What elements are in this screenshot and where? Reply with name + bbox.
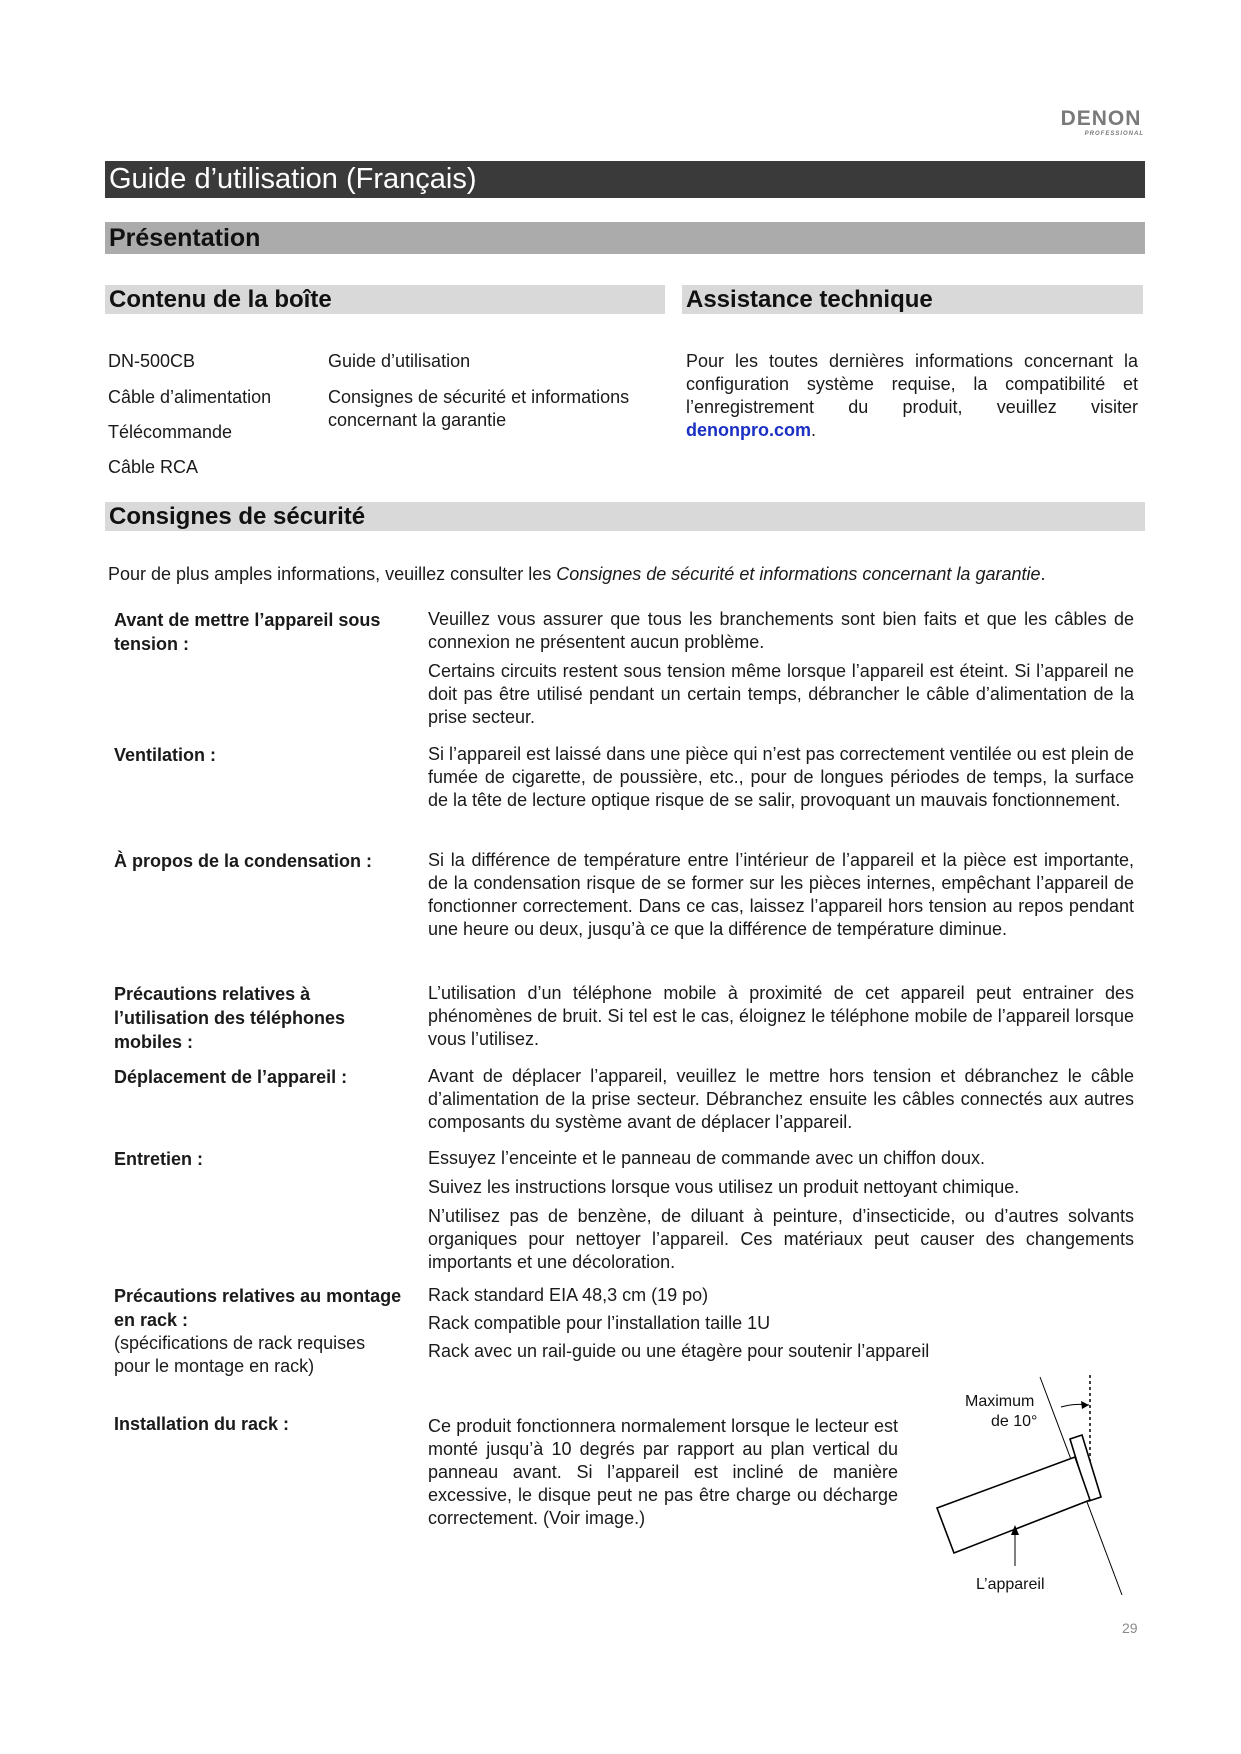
support-heading: Assistance technique	[682, 285, 1143, 314]
safety-paragraph: Rack standard EIA 48,3 cm (19 po)	[428, 1285, 709, 1305]
safety-paragraph: N’utilisez pas de benzène, de diluant à peinture, d’insecticide, ou d’autres solvants organiques pour nettoyer l’appareil. Ces matériaux peut causer des changements importants et une décoloration.	[428, 1206, 1134, 1272]
safety-intro-suffix: .	[1040, 564, 1046, 584]
support-period: .	[811, 420, 817, 440]
box-item: DN-500CB	[108, 351, 196, 371]
safety-label-rack-install: Installation du rack :	[114, 1414, 290, 1434]
safety-intro-italic: Consignes de sécurité et informations concernant la garantie	[556, 564, 1041, 584]
box-item: Télécommande	[108, 422, 233, 442]
max-label-2: de 10°	[991, 1413, 1038, 1430]
box-item: Guide d’utilisation	[328, 351, 471, 371]
safety-label-power: Avant de mettre l’appareil sous tension :	[114, 610, 381, 654]
safety-desc-rack-install	[428, 1415, 898, 1536]
safety-paragraph: Si l’appareil est laissé dans une pièce qui n’est pas correctement ventilée ou est plein de fumée de cigarette, de poussière, etc., pour de longues périodes de temps, la surface de la tête de lecture optique risque de se salir, provoquant un mauvais fonctionnement.	[428, 744, 1134, 810]
unit-label: L’appareil	[976, 1576, 1045, 1593]
section-heading-presentation: Présentation	[105, 222, 1145, 254]
denon-logo	[1058, 108, 1144, 138]
max-label-1: Maximum	[965, 1393, 1035, 1410]
rack-precautions-title: Précautions relatives au montage en rack :	[114, 1286, 402, 1330]
safety-label-condensation: À propos de la condensation :	[114, 851, 373, 871]
support-body: Pour les toutes dernières informations concernant la configuration système requise, la compatibilité et l’enregistrement du produit, veuillez visiter	[686, 351, 1138, 417]
safety-label-mobile: Précautions relatives à l’utilisation des téléphones mobiles :	[114, 984, 346, 1052]
safety-label-maintenance: Entretien :	[114, 1149, 204, 1169]
safety-paragraph: Certains circuits restent sous tension même lorsque l’appareil est éteint. Si l’appareil ne doit pas être utilisé pendant un certain temps, débrancher le câble d’alimentation de la prise secteur.	[428, 661, 1134, 727]
safety-desc-power	[428, 608, 1134, 735]
brand-name: DENON	[1060, 107, 1142, 130]
safety-desc-condensation	[428, 849, 1134, 947]
safety-paragraph: L’utilisation d’un téléphone mobile à proximité de cet appareil peut entrainer des phénomènes de bruit. Si tel est le cas, éloignez le téléphone mobile de l’appareil lorsque vous l’utilisez.	[428, 983, 1134, 1049]
box-contents-heading: Contenu de la boîte	[105, 285, 665, 314]
page-number: 29	[1122, 1620, 1138, 1636]
safety-paragraph: Rack compatible pour l’installation taille 1U	[428, 1313, 771, 1333]
arrow-head-icon	[1081, 1401, 1089, 1409]
box-item: Câble RCA	[108, 457, 199, 477]
safety-desc-rack-precautions	[428, 1284, 1134, 1369]
safety-paragraph: Avant de déplacer l’appareil, veuillez le mettre hors tension et débranchez le câble d’alimentation de la prise secteur. Débranchez ensuite les câbles connectés aux autres composants du système avant de déplacer l’appareil.	[428, 1066, 1134, 1132]
safety-desc-maintenance	[428, 1147, 1134, 1280]
page-title: Guide d’utilisation (Français)	[105, 161, 1145, 198]
safety-label-rack-precautions	[114, 1284, 404, 1378]
safety-desc-ventilation	[428, 743, 1134, 818]
safety-intro-prefix: Pour de plus amples informations, veuillez consulter les	[108, 564, 557, 584]
support-link[interactable]: denonpro.com	[686, 420, 811, 440]
safety-label-ventilation: Ventilation :	[114, 745, 217, 765]
safety-desc-moving	[428, 1065, 1134, 1140]
support-text	[686, 350, 1138, 442]
safety-intro	[108, 563, 1148, 586]
safety-paragraph: Rack avec un rail-guide ou une étagère pour soutenir l’appareil	[428, 1341, 930, 1361]
safety-paragraph: Ce produit fonctionnera normalement lorsque le lecteur est monté jusqu’à 10 degrés par rapport au plan vertical du panneau avant. Si l’appareil est incliné de manière excessive, le disque peut ne pas être charge ou décharge correctement. (Voir image.)	[428, 1416, 898, 1528]
safety-heading: Consignes de sécurité	[105, 502, 1145, 531]
brand-sub: PROFESSIONAL	[1084, 131, 1144, 137]
rack-precautions-sublabel: (spécifications de rack requises pour le montage en rack)	[114, 1333, 366, 1376]
safety-label-moving: Déplacement de l’appareil :	[114, 1067, 348, 1087]
rack-tilt-diagram	[925, 1375, 1150, 1605]
device-body	[937, 1457, 1090, 1553]
safety-paragraph: Essuyez l’enceinte et le panneau de commande avec un chiffon doux.	[428, 1148, 986, 1168]
safety-desc-mobile	[428, 982, 1134, 1057]
safety-paragraph: Veuillez vous assurer que tous les branchements sont bien faits et que les câbles de connexion ne présentent aucun problème.	[428, 609, 1134, 652]
safety-paragraph: Suivez les instructions lorsque vous utilisez un produit nettoyant chimique.	[428, 1177, 1020, 1197]
safety-paragraph: Si la différence de température entre l’intérieur de l’appareil et la pièce est importante, de la condensation risque de se former sur les pièces internes, empêchant l’appareil de fonctionner correctement. Dans ce cas, laissez l’appareil hors tension au repos pendant une heure ou deux, jusqu’à ce que la différence de température diminue.	[428, 850, 1134, 939]
box-item: Consignes de sécurité et informations concernant la garantie	[328, 387, 630, 430]
box-item: Câble d’alimentation	[108, 387, 272, 407]
